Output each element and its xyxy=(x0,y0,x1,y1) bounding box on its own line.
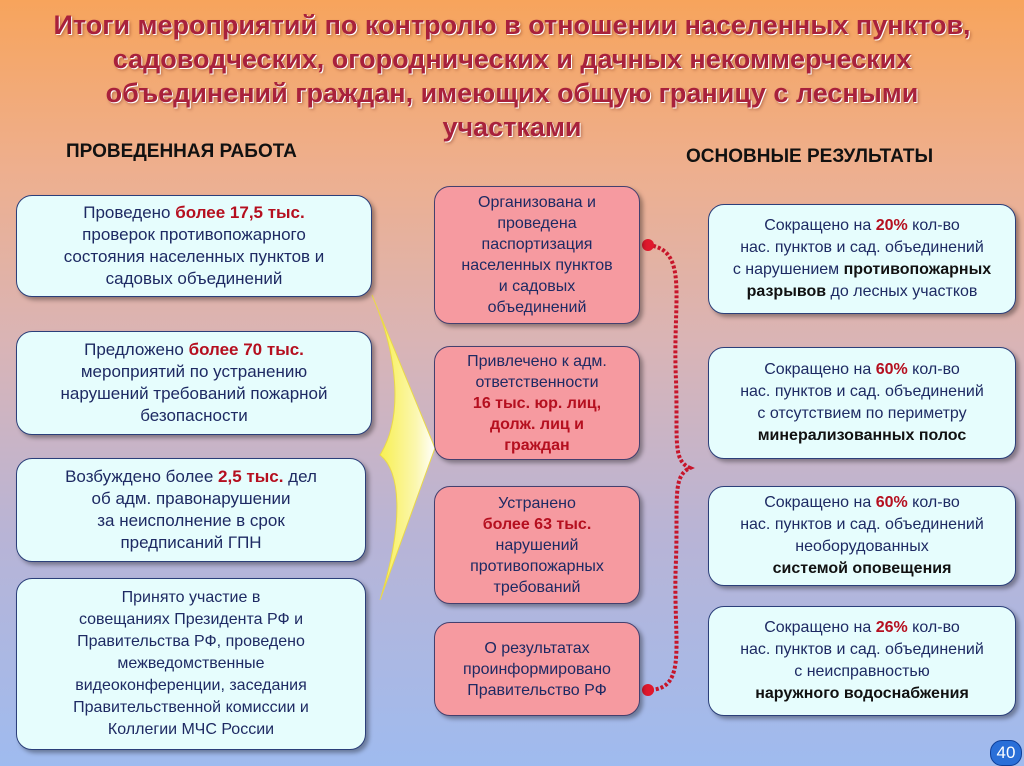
mid-passport-box: Организована и проведена паспортизация населенных пунктов и садовых объединений xyxy=(434,186,640,324)
work-cases-box: Возбуждено более 2,5 тыс. дел об адм. правонарушении за неисполнение в срок предписаний ГПН xyxy=(16,458,366,562)
mid-informed-box: О результатах проинформировано Правительство РФ xyxy=(434,622,640,716)
work-heading: ПРОВЕДЕННАЯ РАБОТА xyxy=(66,141,297,162)
mid-fixed-box: Устранено более 63 тыс. нарушений противопожарных требований xyxy=(434,486,640,604)
page-number: 40 xyxy=(990,740,1022,766)
flow-arrow-icon xyxy=(372,295,435,600)
result-alert-box: Сокращено на 60% кол-во нас. пунктов и сад. объединений необорудованных системой оповещения xyxy=(708,486,1016,586)
result-bracket-icon xyxy=(648,245,690,690)
bracket-end-top-icon xyxy=(642,239,654,251)
work-meetings-box: Принято участие в совещаниях Президента РФ и Правительства РФ, проведено межведомственные видеоконференции, заседания Правительственной комиссии и Коллегии МЧС России xyxy=(16,578,366,750)
result-water-box: Сокращено на 26% кол-во нас. пунктов и сад. объединений с неисправностью наружного водоснабжения xyxy=(708,606,1016,716)
result-firebreaks-box: Сокращено на 20% кол-во нас. пунктов и сад. объединений с нарушением противопожарных разрывов до лесных участков xyxy=(708,204,1016,314)
bracket-end-bottom-icon xyxy=(642,684,654,696)
result-strips-box: Сокращено на 60% кол-во нас. пунктов и сад. объединений с отсутствием по периметру минерализованных полос xyxy=(708,347,1016,459)
work-measures-box: Предложено более 70 тыс. мероприятий по устранению нарушений требований пожарной безопасности xyxy=(16,331,372,435)
mid-liability-box: Привлечено к адм. ответственности 16 тыс. юр. лиц, долж. лиц и граждан xyxy=(434,346,640,460)
page-title: Итоги мероприятий по контролю в отношении населенных пунктов, садоводческих, огороднических и дачных некоммерческих объединений граждан, имеющих общую границу с лесными участками xyxy=(53,10,971,142)
work-inspections-box: Проведено более 17,5 тыс. проверок противопожарного состояния населенных пунктов и садовых объединений xyxy=(16,195,372,297)
results-heading: ОСНОВНЫЕ РЕЗУЛЬТАТЫ xyxy=(686,146,934,167)
